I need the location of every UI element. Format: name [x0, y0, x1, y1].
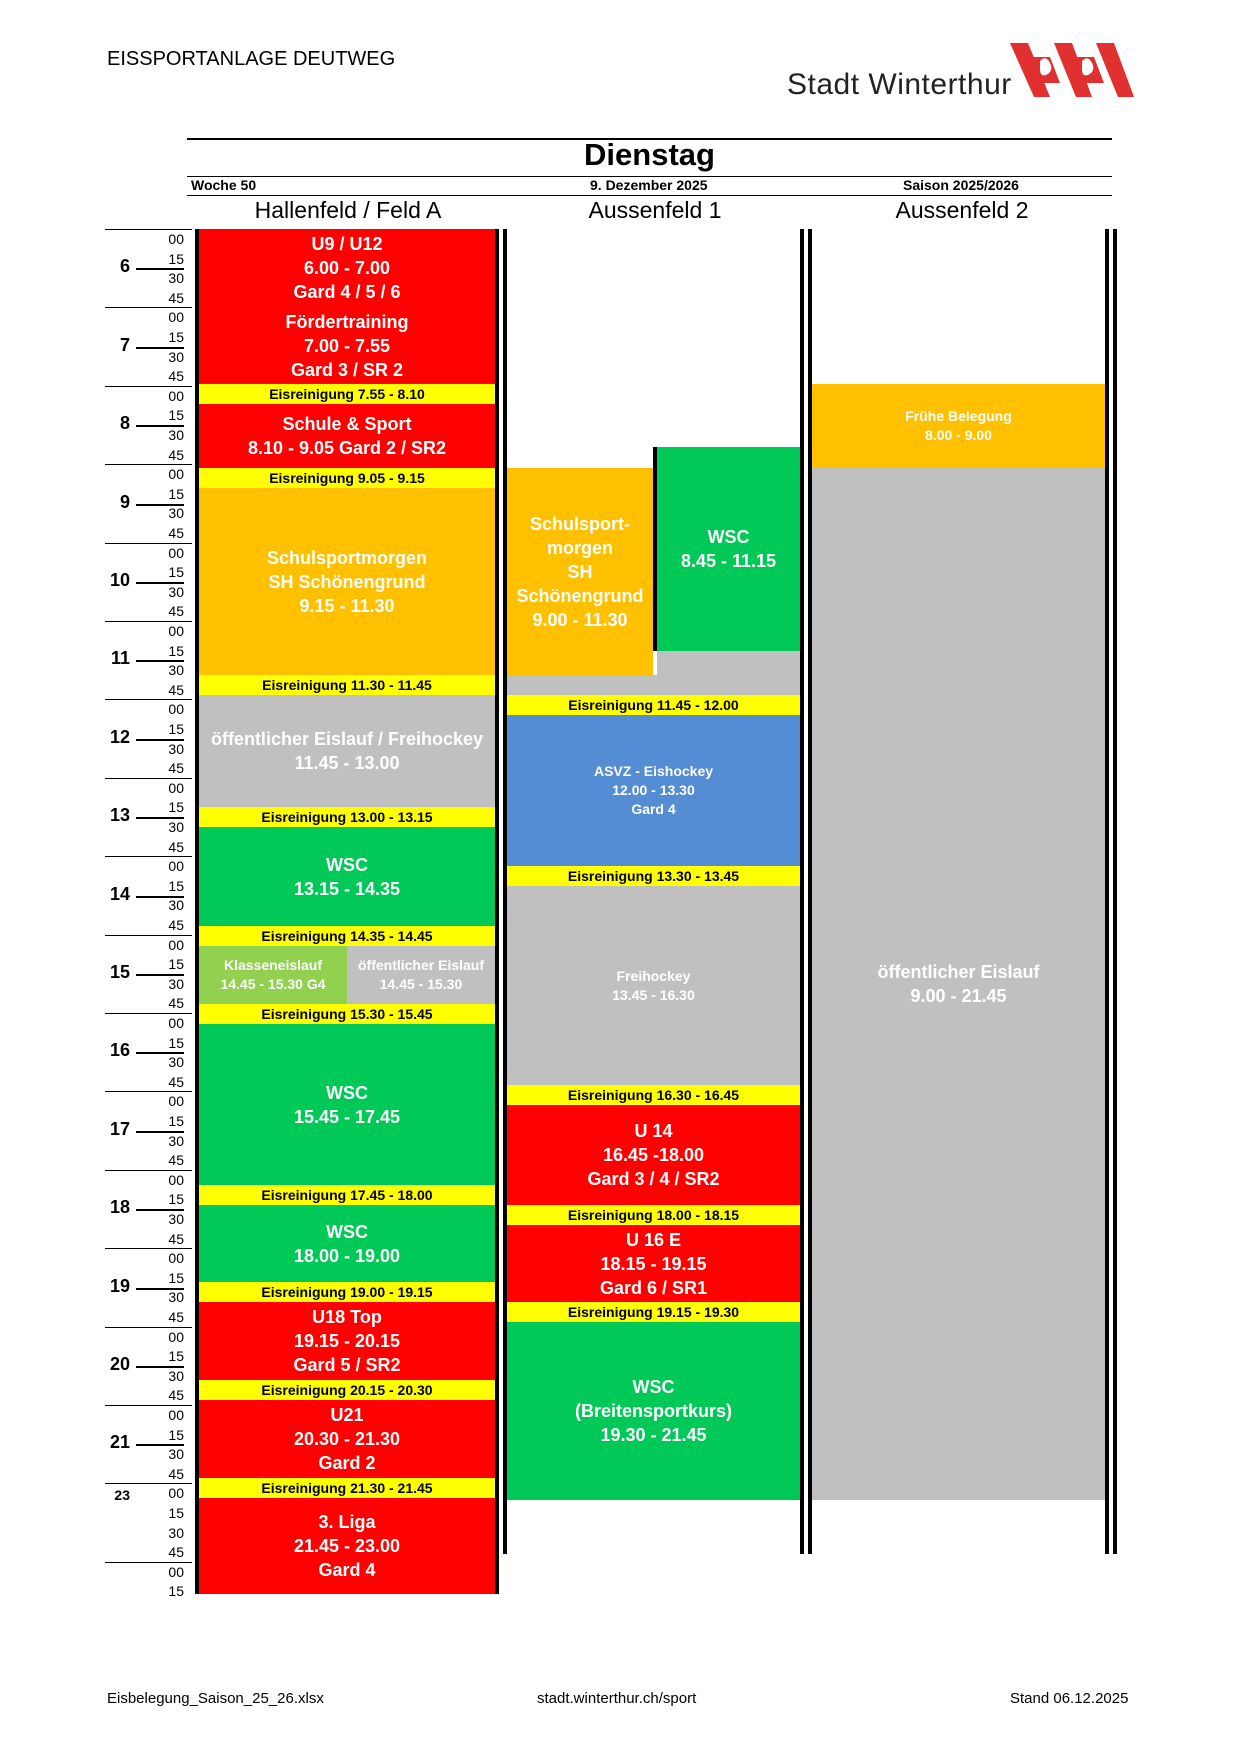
booking-schulsportmorgen[interactable]: [507, 468, 653, 675]
ice-cleaning-block[interactable]: Eisreinigung 21.30 - 21.45: [199, 1478, 495, 1498]
booking-title: Klasseneislauf: [223, 957, 323, 973]
booking-time: 7.00 - 7.55: [303, 335, 391, 356]
minute-label: 45: [168, 446, 184, 463]
booking-detail: (Breitensportkurs): [574, 1401, 733, 1421]
booking-detail: Gard 4: [318, 1560, 376, 1580]
ice-cleaning-block[interactable]: Eisreinigung 19.00 - 19.15: [199, 1282, 495, 1302]
minute-label: 15: [168, 329, 184, 345]
hour-divider-line: [105, 1248, 192, 1249]
minute-label: 15: [168, 564, 184, 581]
hour-divider-line: [105, 856, 192, 857]
minute-label: 15: [168, 1113, 184, 1129]
booking-time: 13.45 - 16.30: [612, 986, 695, 1003]
booking-title: Fördertraining: [285, 311, 409, 332]
hour-label: 16: [109, 1040, 130, 1061]
booking-asvz-eishockey[interactable]: [507, 715, 800, 866]
booking-time: 11.45 - 13.00: [294, 753, 400, 773]
hour-tick: [136, 739, 184, 741]
minute-label: 45: [168, 681, 184, 698]
ice-cleaning-block[interactable]: Eisreinigung 9.05 - 9.15: [199, 468, 495, 488]
booking-title: morgen: [546, 537, 613, 558]
hour-label: 20: [109, 1354, 130, 1374]
booking-time: 9.15 - 11.30: [299, 595, 395, 616]
booking-title: 3. Liga: [318, 1512, 376, 1532]
hour-tick: [136, 504, 184, 506]
ice-cleaning-block[interactable]: Eisreinigung 18.00 - 18.15: [507, 1205, 800, 1225]
hour-divider-line: [105, 1091, 192, 1092]
hour-label: 18: [109, 1197, 130, 1218]
minute-label: 00: [168, 231, 184, 247]
booking-fruehe-belegung[interactable]: [812, 384, 1105, 468]
booking-u16e[interactable]: [507, 1225, 800, 1302]
hour-tick: [136, 817, 184, 819]
minute-label: 30: [168, 1446, 184, 1463]
hour-label: 14: [109, 883, 130, 904]
booking-wsc[interactable]: [657, 447, 800, 651]
minute-label: 30: [168, 1289, 184, 1306]
booking-wsc[interactable]: [199, 827, 495, 926]
hour-divider-line: [105, 1013, 192, 1014]
column-border-a-right: [495, 229, 499, 1594]
booking-detail: Gard 6 / SR1: [599, 1277, 708, 1298]
booking-time: 21.45 - 23.00: [293, 1536, 401, 1556]
hour-tick: [136, 347, 184, 349]
booking-title: U 16 E: [625, 1229, 682, 1250]
booking-u14[interactable]: [507, 1105, 800, 1205]
booking-wsc-breitensport[interactable]: [507, 1322, 800, 1500]
minute-label: 15: [168, 1348, 184, 1365]
ice-cleaning-block[interactable]: Eisreinigung 11.30 - 11.45: [199, 675, 495, 695]
minute-label: 15: [168, 642, 184, 659]
minute-label: 15: [168, 407, 184, 424]
ice-cleaning-block[interactable]: Eisreinigung 15.30 - 15.45: [199, 1004, 495, 1024]
column-header-aussenfeld-2: Aussenfeld 2: [895, 197, 1029, 223]
booking-time: 15.45 - 17.45: [293, 1106, 401, 1127]
facility-name: EISSPORTANLAGE DEUTWEG: [107, 48, 396, 70]
hour-tick: [136, 1131, 184, 1133]
hour-divider-line: [105, 621, 192, 622]
booking-detail: Gard 5 / SR2: [293, 1355, 401, 1375]
hour-label: 10: [109, 570, 130, 590]
booking-title: öffentlicher Eislauf: [877, 962, 1040, 982]
hour-label: 13: [109, 805, 130, 826]
minute-label: 15: [168, 956, 184, 973]
booking-detail: Gard 3 / SR 2: [290, 359, 404, 380]
hour-tick: [136, 896, 184, 898]
booking-schulsportmorgen[interactable]: [199, 488, 495, 675]
booking-detail: Gard 2: [318, 1453, 376, 1473]
hour-label: 7: [119, 334, 130, 355]
minute-label: 15: [168, 721, 184, 737]
winterthur-logo-icon: [1010, 43, 1134, 97]
footer-filename: Eisbelegung_Saison_25_26.xlsx: [107, 1690, 324, 1707]
minute-label: 15: [168, 1583, 184, 1600]
minute-label: 45: [168, 1230, 184, 1247]
minute-label: 15: [168, 877, 184, 894]
booking-title: öffentlicher Eislauf / Freihockey: [210, 729, 484, 749]
minute-label: 30: [168, 819, 184, 835]
hour-label: 8: [119, 413, 130, 434]
hour-divider-line: [105, 229, 192, 230]
date-label: 9. Dezember 2025: [590, 177, 708, 193]
booking-detail: SH Schönengrund: [268, 571, 426, 592]
minute-label: 00: [168, 779, 184, 796]
minute-label: 15: [168, 250, 184, 267]
booking-public-skating[interactable]: [812, 468, 1105, 1500]
minute-label: 30: [168, 1524, 184, 1541]
column-header-aussenfeld-1: Aussenfeld 1: [588, 197, 722, 223]
hour-divider-line: [105, 1483, 192, 1484]
minute-label: 45: [168, 917, 184, 933]
hour-label: 19: [109, 1275, 130, 1296]
booking-time: 8.00 - 9.00: [925, 427, 992, 443]
minute-label: 45: [168, 1152, 184, 1169]
hour-label: 23: [114, 1487, 130, 1504]
minute-label: 00: [168, 466, 184, 483]
minute-label: 45: [168, 1309, 184, 1325]
ice-cleaning-block[interactable]: Eisreinigung 11.45 - 12.00: [507, 695, 800, 715]
booking-title: ASVZ - Eishockey: [593, 763, 714, 779]
booking-title: WSC: [326, 854, 368, 875]
booking-public-skating-freihockey[interactable]: [199, 695, 495, 807]
minute-label: 00: [168, 858, 184, 875]
minute-label: 45: [168, 368, 184, 385]
column-border-b-right: [800, 229, 804, 1554]
minute-label: 15: [168, 1505, 184, 1521]
minute-label: 30: [168, 1367, 184, 1384]
minute-label: 00: [168, 936, 184, 953]
booking-time: 8.45 - 11.15: [680, 551, 777, 571]
minute-label: 00: [168, 1171, 184, 1188]
booking-title: Schulsport-: [529, 513, 630, 534]
footer-website-link[interactable]: stadt.winterthur.ch/sport: [537, 1690, 697, 1707]
minute-label: 30: [168, 1211, 184, 1227]
booking-time: 20.30 - 21.30: [293, 1429, 401, 1449]
minute-label: 00: [168, 544, 184, 561]
minute-label: 15: [168, 1269, 184, 1286]
hour-tick: [136, 425, 184, 427]
minute-label: 00: [168, 1250, 184, 1267]
hour-label: 11: [110, 648, 130, 669]
booking-klasseneislauf[interactable]: [199, 946, 347, 1004]
header-rule-bottom: [187, 195, 1112, 196]
booking-title: Schulsportmorgen: [266, 547, 427, 568]
booking-title: WSC: [707, 527, 750, 547]
footer-stand-date: Stand 06.12.2025: [1010, 1690, 1129, 1707]
minute-label: 00: [168, 1093, 184, 1110]
season-label: Saison 2025/2026: [903, 177, 1019, 193]
hour-label: 21: [109, 1432, 130, 1453]
ice-cleaning-block[interactable]: Eisreinigung 7.55 - 8.10: [199, 384, 495, 404]
minute-label: 45: [168, 995, 184, 1012]
booking-title: öffentlicher Eislauf: [357, 957, 485, 973]
ice-cleaning-block[interactable]: Eisreinigung 20.15 - 20.30: [199, 1380, 495, 1400]
hour-label: 17: [109, 1118, 130, 1139]
hour-divider-line: [105, 935, 192, 936]
booking-time: 13.15 - 14.35: [293, 878, 401, 899]
day-title: Dienstag: [584, 137, 715, 172]
hour-divider-line: [105, 307, 192, 308]
booking-time: 14.45 - 15.30 G4: [220, 976, 326, 992]
ice-cleaning-block[interactable]: Eisreinigung 14.35 - 14.45: [199, 926, 495, 946]
minute-label: 45: [168, 525, 184, 541]
booking-time: 19.15 - 20.15: [293, 1331, 401, 1351]
booking-title: U18 Top: [312, 1307, 382, 1327]
booking-time: 6.00 - 7.00: [303, 258, 391, 278]
booking-title: U9 / U12: [311, 234, 383, 254]
booking-title: WSC: [326, 1221, 368, 1242]
ice-cleaning-block[interactable]: Eisreinigung 13.30 - 13.45: [507, 866, 800, 886]
minute-label: 00: [168, 1485, 184, 1502]
booking-time: 16.45 -18.00: [602, 1145, 705, 1165]
minute-label: 30: [168, 427, 184, 443]
minute-label: 00: [168, 1015, 184, 1031]
booking-detail: Gard 3 / 4 / SR2: [587, 1169, 720, 1189]
hour-tick: [136, 268, 184, 270]
booking-detail: Gard 4: [631, 801, 676, 817]
minute-label: 30: [168, 1054, 184, 1071]
booking-u21[interactable]: [199, 1400, 495, 1478]
hour-divider-line: [105, 778, 192, 779]
minute-label: 00: [168, 1328, 184, 1345]
hour-divider-line: [105, 1405, 192, 1406]
booking-title: Freihockey: [616, 967, 691, 984]
unbooked-gap: [507, 675, 800, 695]
booking-time: 9.00 - 11.30: [532, 609, 628, 630]
hour-tick: [136, 582, 184, 584]
minute-label: 45: [168, 760, 184, 777]
hour-tick: [136, 1366, 184, 1368]
hour-label: 12: [109, 726, 130, 747]
hour-tick: [136, 1288, 184, 1290]
hour-tick: [136, 1209, 184, 1211]
hour-divider-line: [105, 543, 192, 544]
minute-label: 30: [168, 662, 184, 679]
booking-title: WSC: [326, 1082, 368, 1103]
minute-label: 30: [168, 505, 184, 522]
hour-tick: [136, 1444, 184, 1446]
booking-u9-u12[interactable]: [199, 229, 495, 307]
column-border-outer-right: [1113, 229, 1117, 1554]
minute-label: 00: [168, 1563, 184, 1580]
minute-label: 00: [168, 1407, 184, 1423]
minute-label: 45: [168, 289, 184, 306]
booking-time: 9.00 - 21.45: [910, 986, 1007, 1006]
city-logo-text: Stadt Winterthur: [787, 68, 1012, 101]
booking-time: 12.00 - 13.30: [612, 782, 695, 798]
minute-label: 30: [168, 583, 184, 600]
minute-label: 30: [168, 348, 184, 365]
hour-divider-line: [105, 699, 192, 700]
minute-label: 45: [168, 603, 184, 620]
booking-time: 19.30 - 21.45: [600, 1425, 707, 1445]
booking-wsc[interactable]: [199, 1024, 495, 1185]
minute-label: 45: [168, 1073, 184, 1090]
minute-label: 30: [168, 1132, 184, 1149]
booking-public-skating[interactable]: [347, 946, 495, 1004]
hour-tick: [136, 660, 184, 662]
minute-label: 45: [168, 838, 184, 855]
minute-label: 00: [168, 309, 184, 326]
ice-cleaning-block[interactable]: Eisreinigung 16.30 - 16.45: [507, 1085, 800, 1105]
minute-label: 00: [168, 623, 184, 639]
minute-label: 30: [168, 975, 184, 992]
minute-label: 45: [168, 1544, 184, 1561]
ice-cleaning-block[interactable]: Eisreinigung 17.45 - 18.00: [199, 1185, 495, 1205]
minute-label: 15: [168, 485, 184, 502]
booking-time: 18.00 - 19.00: [293, 1245, 401, 1266]
booking-time: 8.10 - 9.05 Gard 2 / SR2: [247, 438, 447, 458]
booking-title: Schule & Sport: [282, 414, 412, 434]
booking-detail: SH: [567, 561, 593, 582]
minute-label: 15: [168, 1426, 184, 1443]
minute-label: 45: [168, 1465, 184, 1482]
week-label: Woche 50: [191, 177, 257, 193]
booking-time: 14.45 - 15.30: [379, 976, 463, 992]
hour-label: 15: [109, 962, 130, 982]
booking-wsc[interactable]: [199, 1205, 495, 1282]
minute-label: 00: [168, 701, 184, 718]
booking-u18-top[interactable]: [199, 1302, 495, 1380]
ice-cleaning-block[interactable]: Eisreinigung 19.15 - 19.30: [507, 1302, 800, 1322]
minute-label: 15: [168, 1034, 184, 1051]
booking-title: WSC: [632, 1377, 675, 1397]
unbooked-gap: [657, 651, 800, 675]
hour-label: 6: [119, 256, 130, 277]
hour-divider-line: [105, 1327, 192, 1328]
column-header-feld-a: Hallenfeld / Feld A: [254, 197, 442, 223]
booking-schule-sport[interactable]: [199, 404, 495, 468]
hour-divider-line: [105, 1170, 192, 1171]
hour-tick: [136, 974, 184, 976]
minute-label: 30: [168, 270, 184, 287]
minute-label: 30: [168, 897, 184, 914]
booking-3-liga[interactable]: [199, 1498, 495, 1594]
minute-label: 00: [168, 387, 184, 404]
hour-label: 9: [119, 491, 130, 512]
minute-label: 45: [168, 1387, 184, 1404]
booking-title: U21: [330, 1405, 364, 1425]
booking-title: Frühe Belegung: [905, 408, 1012, 424]
hour-tick: [136, 1052, 184, 1054]
hour-divider-line: [105, 464, 192, 465]
booking-detail: Gard 4 / 5 / 6: [293, 282, 401, 302]
booking-detail: Schönengrund: [516, 585, 644, 606]
booking-title: U 14: [634, 1121, 673, 1141]
column-border-c-right: [1105, 229, 1109, 1554]
booking-foerdertraining[interactable]: [199, 307, 495, 384]
minute-label: 30: [168, 740, 184, 757]
hour-divider-line: [105, 1562, 192, 1563]
hour-divider-line: [105, 386, 192, 387]
booking-time: 18.15 - 19.15: [600, 1253, 707, 1274]
minute-label: 15: [168, 1191, 184, 1208]
booking-freihockey[interactable]: [507, 886, 800, 1085]
minute-label: 15: [168, 799, 184, 816]
ice-cleaning-block[interactable]: Eisreinigung 13.00 - 13.15: [199, 807, 495, 827]
